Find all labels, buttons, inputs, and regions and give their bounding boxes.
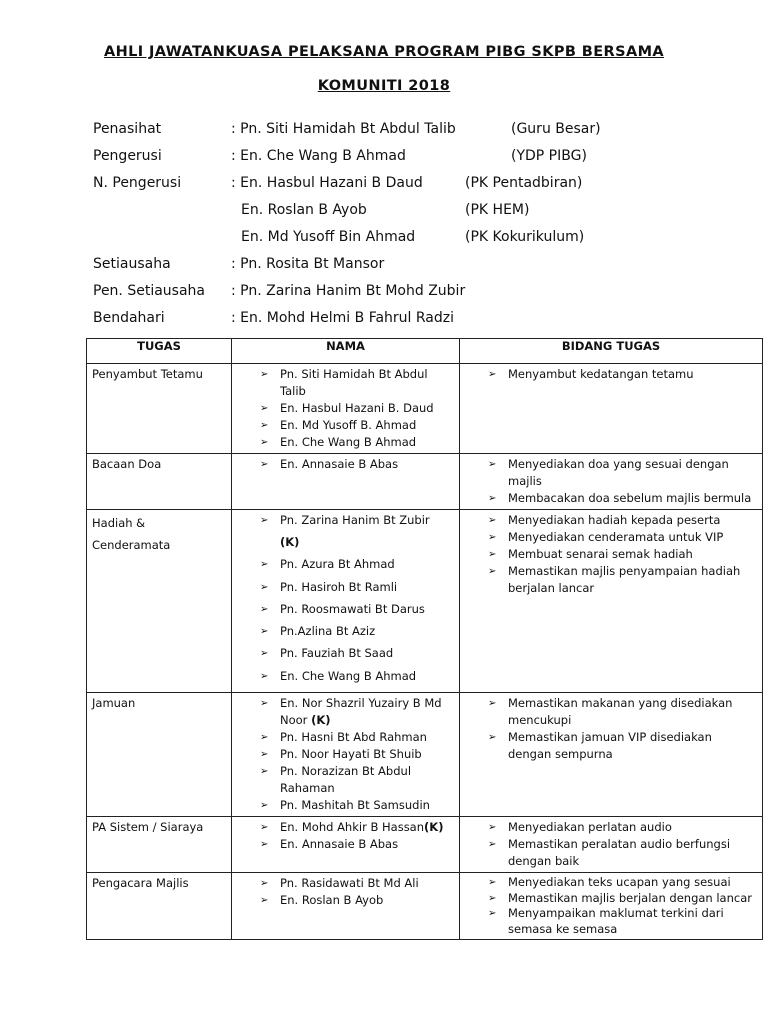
cell-nama: [232, 873, 460, 940]
list-item: ➢ En. Che Wang B Ahmad: [258, 668, 455, 685]
official-note: (PK Pentadbiran): [465, 175, 583, 191]
list-item: ➢ Pn. Hasni Bt Abd Rahman: [258, 729, 455, 746]
list-item: ➢ Menyediakan doa yang sesuai dengan majlis: [486, 456, 758, 490]
list-item: ➢ Menyediakan teks ucapan yang sesuai: [486, 875, 758, 891]
official-row-bendahari: [93, 310, 733, 337]
list-item: ➢ Membacakan doa sebelum majlis bermula: [486, 490, 758, 507]
list-item: ➢ En. Che Wang B Ahmad: [258, 434, 455, 451]
cell-bidang-tugas: [460, 454, 763, 510]
cell-bidang-tugas: [460, 364, 763, 454]
cell-tugas: Pengacara Majlis: [87, 873, 232, 940]
list-item: ➢ Menyediakan hadiah kepada peserta: [486, 512, 758, 529]
list-item: ➢ En. Annasaie B Abas: [258, 836, 455, 853]
member-name: En. Mohd Ahkir B Hassan: [280, 820, 425, 835]
document-subtitle: KOMUNITI 2018: [317, 78, 451, 94]
cell-nama: [232, 454, 460, 510]
official-label: Pengerusi: [93, 148, 162, 164]
officials-list: [93, 121, 733, 337]
document-title: AHLI JAWATANKUASA PELAKSANA PROGRAM PIBG SKPB BERSAMA: [103, 44, 665, 60]
cell-tugas: Bacaan Doa: [87, 454, 232, 510]
list-item: ➢ En. Annasaie B Abas: [258, 456, 455, 473]
official-label: N. Pengerusi: [93, 175, 182, 191]
cell-nama: [232, 693, 460, 817]
list-item: [258, 819, 455, 836]
official-label: Penasihat: [93, 121, 162, 137]
list-item: ➢ Pn. Fauziah Bt Saad: [258, 645, 455, 662]
list-item: ➢ Membuat senarai semak hadiah: [486, 546, 758, 563]
official-label: Pen. Setiausaha: [93, 283, 205, 299]
list-item: ➢ Pn. Hasiroh Bt Ramli: [258, 579, 455, 596]
list-item: ➢ Pn. Norazizan Bt Abdul Rahaman: [258, 763, 455, 797]
member-name: En. Nor Shazril Yuzairy B Md Noor: [280, 696, 442, 728]
list-item: ➢ Pn. Azura Bt Ahmad: [258, 556, 455, 573]
official-row-naib-pengerusi-3: [93, 229, 733, 256]
table-header-row: [87, 339, 763, 364]
official-row-pen-setiausaha: [93, 283, 733, 310]
cell-bidang-tugas: [460, 693, 763, 817]
cell-bidang-tugas: [460, 817, 763, 873]
table-row: [87, 817, 763, 873]
official-name: : En. Mohd Helmi B Fahrul Radzi: [231, 310, 455, 326]
list-item: ➢ Menyampaikan maklumat terkini dari semasa ke semasa: [486, 906, 758, 937]
list-item: [258, 695, 455, 729]
official-label: Setiausaha: [93, 256, 171, 272]
list-item: ➢ Pn. Rasidawati Bt Md Ali: [258, 875, 455, 892]
list-item: ➢ Memastikan makanan yang disediakan mencukupi: [486, 695, 758, 729]
cell-bidang-tugas: [460, 510, 763, 693]
list-item: ➢ Pn. Roosmawati Bt Darus: [258, 601, 455, 618]
cell-nama: [232, 510, 460, 693]
list-item: ➢ Pn.Azlina Bt Aziz: [258, 623, 455, 640]
list-item: ➢ Pn. Noor Hayati Bt Shuib: [258, 746, 455, 763]
list-item: [258, 512, 455, 551]
official-note: (YDP PIBG): [511, 148, 587, 164]
official-note: (PK HEM): [465, 202, 530, 218]
header-tugas: TUGAS: [87, 339, 232, 364]
list-item: ➢ Pn. Mashitah Bt Samsudin: [258, 797, 455, 814]
ketua-mark: (K): [280, 535, 300, 549]
official-row-naib-pengerusi: [93, 175, 733, 202]
official-name: : Pn. Rosita Bt Mansor: [231, 256, 385, 272]
official-note: (Guru Besar): [511, 121, 601, 137]
official-name: : Pn. Siti Hamidah Bt Abdul Talib: [231, 121, 456, 137]
header-nama: NAMA: [232, 339, 460, 364]
list-item: ➢ Pn. Siti Hamidah Bt Abdul Talib: [258, 366, 455, 400]
cell-tugas: Penyambut Tetamu: [87, 364, 232, 454]
official-name: : En. Hasbul Hazani B Daud: [231, 175, 423, 191]
cell-nama: [232, 364, 460, 454]
cell-nama: [232, 817, 460, 873]
duties-table: [86, 338, 763, 940]
cell-tugas: Jamuan: [87, 693, 232, 817]
ketua-mark: (K): [424, 820, 444, 835]
cell-tugas: [87, 510, 232, 693]
tugas-line: Cenderamata: [92, 538, 171, 552]
official-note: (PK Kokurikulum): [465, 229, 585, 245]
official-label: Bendahari: [93, 310, 165, 326]
official-row-penasihat: [93, 121, 733, 148]
list-item: ➢ En. Hasbul Hazani B. Daud: [258, 400, 455, 417]
table-row: [87, 873, 763, 940]
official-name: En. Roslan B Ayob: [241, 202, 367, 218]
list-item: ➢ Menyambut kedatangan tetamu: [486, 366, 758, 383]
list-item: ➢ Memastikan majlis berjalan dengan lancar: [486, 891, 758, 907]
list-item: ➢ Memastikan majlis penyampaian hadiah berjalan lancar: [486, 563, 758, 597]
table-row: [87, 454, 763, 510]
member-name: Pn. Zarina Hanim Bt Zubir: [280, 513, 430, 527]
list-item: ➢ Memastikan peralatan audio berfungsi dengan baik: [486, 836, 758, 870]
table-row: [87, 364, 763, 454]
header-bidang-tugas: BIDANG TUGAS: [460, 339, 763, 364]
official-name: : Pn. Zarina Hanim Bt Mohd Zubir: [231, 283, 466, 299]
table-row: [87, 510, 763, 693]
official-name: En. Md Yusoff Bin Ahmad: [241, 229, 416, 245]
cell-tugas: PA Sistem / Siaraya: [87, 817, 232, 873]
official-row-setiausaha: [93, 256, 733, 283]
table-row: [87, 693, 763, 817]
list-item: ➢ En. Md Yusoff B. Ahmad: [258, 417, 455, 434]
list-item: ➢ Memastikan jamuan VIP disediakan dengan sempurna: [486, 729, 758, 763]
list-item: ➢ Menyediakan perlatan audio: [486, 819, 758, 836]
official-row-naib-pengerusi-2: [93, 202, 733, 229]
official-name: : En. Che Wang B Ahmad: [231, 148, 406, 164]
tugas-line: Hadiah &: [92, 516, 146, 530]
cell-bidang-tugas: [460, 873, 763, 940]
official-row-pengerusi: [93, 148, 733, 175]
list-item: ➢ En. Roslan B Ayob: [258, 892, 455, 909]
ketua-mark: (K): [311, 713, 331, 728]
list-item: ➢ Menyediakan cenderamata untuk VIP: [486, 529, 758, 546]
